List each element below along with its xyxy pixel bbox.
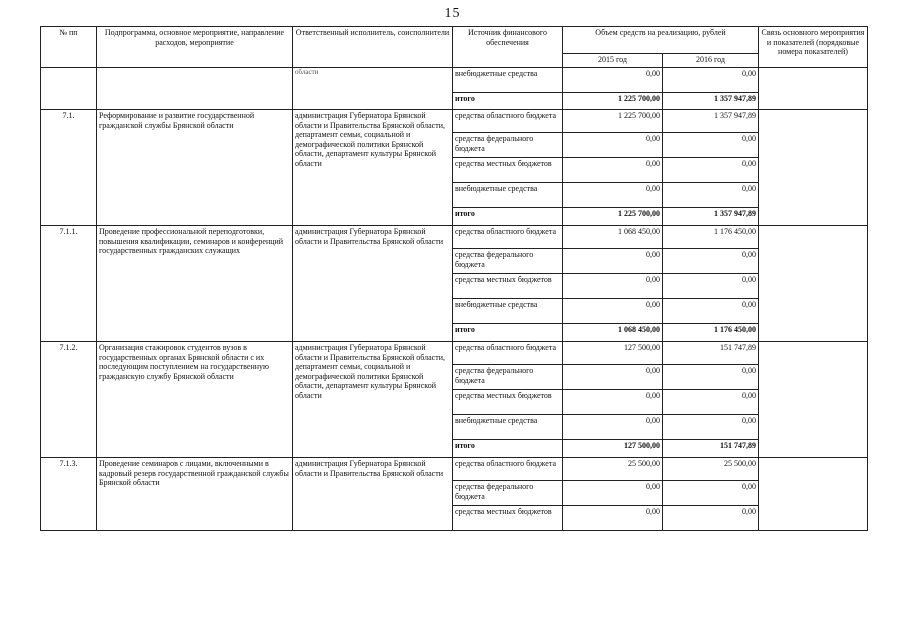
row-program: Организация стажировок студентов вузов в государственных органах Брянской области с их последующим поступлением на государственную гражданскую службу Брянской области <box>97 342 293 458</box>
row-executor: администрация Губернатора Брянской области и Правительства Брянской области, департамент семьи, социальной и демографической политики Брянской области, департамент культуры Брянской области <box>293 342 453 458</box>
row-source: средства областного бюджета <box>453 110 563 133</box>
row-value-2015: 25 500,00 <box>563 458 663 481</box>
header-row <box>41 27 868 54</box>
row-value-2015: 0,00 <box>563 506 663 531</box>
row-value-2016: 1 176 450,00 <box>663 324 759 342</box>
row-num: 7.1.1. <box>41 226 97 342</box>
row-value-2016: 151 747,89 <box>663 440 759 458</box>
row-source: средства местных бюджетов <box>453 274 563 299</box>
row-num: 7.1. <box>41 110 97 226</box>
row-source: внебюджетные средства <box>453 183 563 208</box>
row-link <box>759 458 868 531</box>
row-value-2016: 0,00 <box>663 183 759 208</box>
row-value-2016: 25 500,00 <box>663 458 759 481</box>
row-value-2015: 0,00 <box>563 299 663 324</box>
row-source: средства федерального бюджета <box>453 133 563 158</box>
row-source: средства федерального бюджета <box>453 249 563 274</box>
row-value-2015: 0,00 <box>563 390 663 415</box>
row-value-2016: 1 176 450,00 <box>663 226 759 249</box>
header-year-2016: 2016 год <box>663 54 759 68</box>
row-source: средства областного бюджета <box>453 226 563 249</box>
row-source: средства местных бюджетов <box>453 506 563 531</box>
row-value-2015: 0,00 <box>563 249 663 274</box>
header-year-2015: 2015 год <box>563 54 663 68</box>
row-value-2016: 1 357 947,89 <box>663 93 759 110</box>
row-source: итого <box>453 93 563 110</box>
row-value-2015: 1 225 700,00 <box>563 93 663 110</box>
table-row <box>41 110 868 133</box>
row-value-2016: 0,00 <box>663 158 759 183</box>
row-value-2015: 127 500,00 <box>563 440 663 458</box>
row-value-2015: 1 068 450,00 <box>563 226 663 249</box>
row-value-2015: 1 225 700,00 <box>563 208 663 226</box>
header-link: Связь основного мероприятия и показателей (порядковые номера показателей) <box>759 27 868 68</box>
row-source: внебюджетные средства <box>453 68 563 93</box>
row-value-2015: 0,00 <box>563 481 663 506</box>
table-row <box>41 342 868 365</box>
row-value-2015: 1 225 700,00 <box>563 110 663 133</box>
row-source: итого <box>453 324 563 342</box>
row-value-2016: 0,00 <box>663 274 759 299</box>
row-num: 7.1.2. <box>41 342 97 458</box>
row-value-2016: 0,00 <box>663 68 759 93</box>
financing-table <box>40 26 868 531</box>
header-volume: Объем средств на реализацию, рублей <box>563 27 759 54</box>
row-link <box>759 226 868 342</box>
row-value-2016: 0,00 <box>663 506 759 531</box>
row-value-2015: 127 500,00 <box>563 342 663 365</box>
row-source: средства местных бюджетов <box>453 390 563 415</box>
row-value-2015: 0,00 <box>563 183 663 208</box>
row-source: средства федерального бюджета <box>453 481 563 506</box>
table-row <box>41 68 868 93</box>
header-num: № пп <box>41 27 97 68</box>
row-executor <box>293 68 453 110</box>
table-row <box>41 458 868 481</box>
row-value-2016: 1 357 947,89 <box>663 208 759 226</box>
row-source: средства местных бюджетов <box>453 158 563 183</box>
row-source: итого <box>453 440 563 458</box>
row-executor: администрация Губернатора Брянской области и Правительства Брянской области <box>293 226 453 342</box>
row-value-2016: 1 357 947,89 <box>663 110 759 133</box>
row-value-2015: 0,00 <box>563 274 663 299</box>
row-value-2015: 1 068 450,00 <box>563 324 663 342</box>
row-executor: администрация Губернатора Брянской области и Правительства Брянской области, департамент семьи, социальной и демографической политики Брянской области, департамент культуры Брянской области <box>293 110 453 226</box>
row-num: 7.1.3. <box>41 458 97 531</box>
row-source: внебюджетные средства <box>453 299 563 324</box>
table-row <box>41 226 868 249</box>
row-link <box>759 110 868 226</box>
row-program: Реформирование и развитие государственной гражданской службы Брянской области <box>97 110 293 226</box>
row-value-2016: 0,00 <box>663 249 759 274</box>
row-source: итого <box>453 208 563 226</box>
row-link <box>759 68 868 110</box>
row-value-2015: 0,00 <box>563 133 663 158</box>
row-value-2016: 0,00 <box>663 365 759 390</box>
header-source: Источник финансового обеспечения <box>453 27 563 68</box>
row-num <box>41 68 97 110</box>
row-program <box>97 68 293 110</box>
row-value-2016: 0,00 <box>663 481 759 506</box>
row-value-2016: 0,00 <box>663 299 759 324</box>
row-source: внебюджетные средства <box>453 415 563 440</box>
header-program: Подпрограмма, основное мероприятие, направление расходов, мероприятие <box>97 27 293 68</box>
row-value-2015: 0,00 <box>563 158 663 183</box>
row-source: средства областного бюджета <box>453 458 563 481</box>
row-value-2015: 0,00 <box>563 365 663 390</box>
table-body <box>41 27 868 531</box>
row-value-2015: 0,00 <box>563 68 663 93</box>
cut-text: области <box>295 68 319 76</box>
header-executor: Ответственный исполнитель, соисполнители <box>293 27 453 68</box>
row-value-2015: 0,00 <box>563 415 663 440</box>
row-program: Проведение семинаров с лицами, включенными в кадровый резерв государственной гражданской службы Брянской области <box>97 458 293 531</box>
row-value-2016: 0,00 <box>663 133 759 158</box>
row-value-2016: 0,00 <box>663 390 759 415</box>
row-value-2016: 0,00 <box>663 415 759 440</box>
row-value-2016: 151 747,89 <box>663 342 759 365</box>
row-link <box>759 342 868 458</box>
row-source: средства областного бюджета <box>453 342 563 365</box>
row-source: средства федерального бюджета <box>453 365 563 390</box>
page-number: 15 <box>444 6 461 21</box>
row-executor: администрация Губернатора Брянской области и Правительства Брянской области <box>293 458 453 531</box>
row-program: Проведение профессиональной переподготовки, повышения квалификации, семинаров и конференций государственных гражданских служащих <box>97 226 293 342</box>
